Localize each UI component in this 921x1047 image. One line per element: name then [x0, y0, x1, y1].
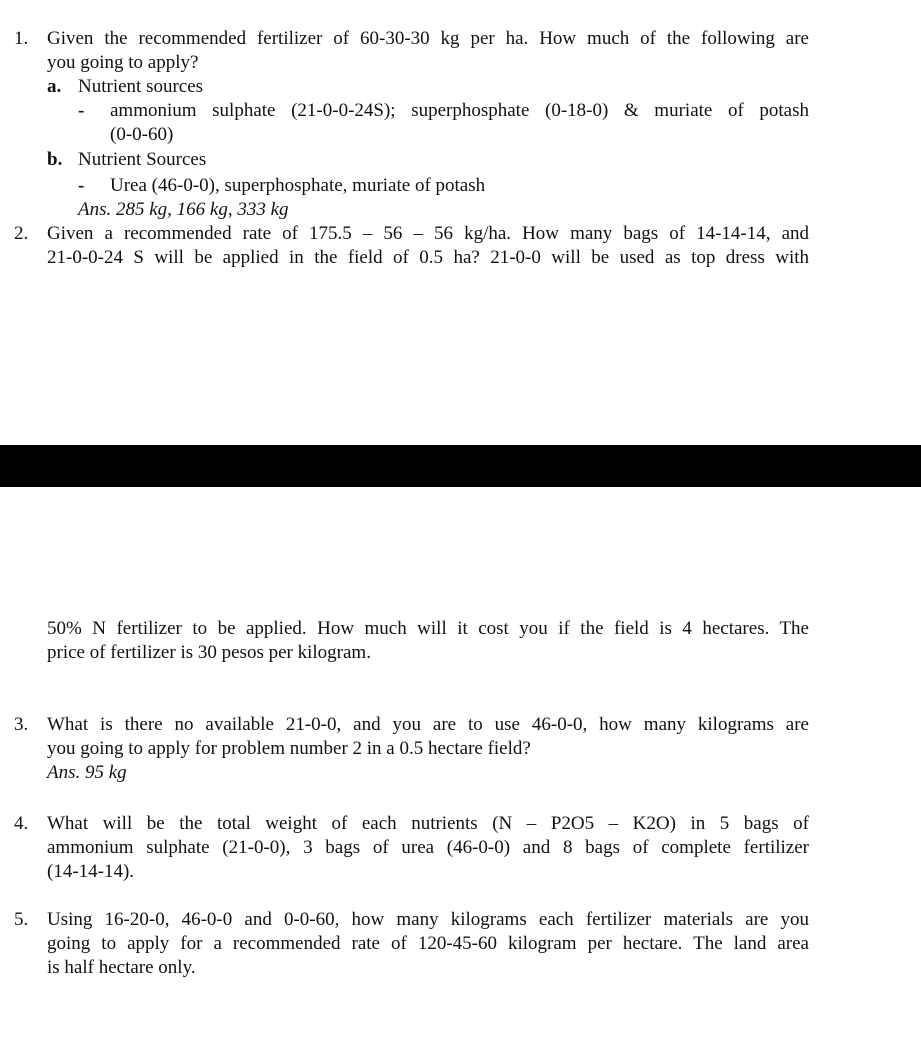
q1a-text-line1: ammonium sulphate (21-0-0-24S); superphosphate (0-18-0) & muriate of potash: [110, 100, 809, 121]
q1-answer: Ans. 285 kg, 166 kg, 333 kg: [78, 199, 289, 220]
q2-text-line3: 50% N fertilizer to be applied. How much will it cost you if the field is 4 hectares. The: [47, 618, 809, 639]
q1a-title: Nutrient sources: [78, 76, 204, 97]
q3-text-line2: you going to apply for problem number 2 in a 0.5 hectare field?: [47, 738, 531, 759]
q4-text-line3: (14-14-14).: [47, 861, 135, 882]
q5-number: 5.: [14, 909, 29, 930]
q3-answer: Ans. 95 kg: [47, 762, 127, 783]
q4-number: 4.: [14, 813, 29, 834]
q5-text-line3: is half hectare only.: [47, 957, 196, 978]
q3-text-line1: What is there no available 21-0-0, and you are to use 46-0-0, how many kilograms are: [47, 714, 809, 735]
q1b-title: Nutrient Sources: [78, 149, 207, 170]
q1a-bullet: -: [78, 100, 85, 121]
q3-number: 3.: [14, 714, 29, 735]
q5-text-line1: Using 16-20-0, 46-0-0 and 0-0-60, how many kilograms each fertilizer materials are you: [47, 909, 809, 930]
q4-text-line1: What will be the total weight of each nutrients (N – P2O5 – K2O) in 5 bags of: [47, 813, 809, 834]
q4-text-line2: ammonium sulphate (21-0-0), 3 bags of urea (46-0-0) and 8 bags of complete fertilizer: [47, 837, 809, 858]
q2-text-line1: Given a recommended rate of 175.5 – 56 – 56 kg/ha. How many bags of 14-14-14, and: [47, 223, 809, 244]
q2-number: 2.: [14, 223, 29, 244]
q1a-text-line2: (0-0-60): [110, 124, 174, 145]
q1-number: 1.: [14, 28, 29, 49]
q1-text-line1: Given the recommended fertilizer of 60-30-30 kg per ha. How much of the following are: [47, 28, 809, 49]
q1b-text: Urea (46-0-0), superphosphate, muriate of potash: [110, 175, 486, 196]
q2-text-line4: price of fertilizer is 30 pesos per kilogram.: [47, 642, 371, 663]
q5-text-line2: going to apply for a recommended rate of 120-45-60 kilogram per hectare. The land area: [47, 933, 809, 954]
q1b-letter: b.: [47, 149, 63, 170]
q1-text-line2: you going to apply?: [47, 52, 199, 73]
q1b-bullet: -: [78, 175, 85, 196]
redaction-bar: [0, 445, 921, 487]
q1a-letter: a.: [47, 76, 62, 97]
q2-text-line2: 21-0-0-24 S will be applied in the field of 0.5 ha? 21-0-0 will be used as top dress with: [47, 247, 809, 268]
